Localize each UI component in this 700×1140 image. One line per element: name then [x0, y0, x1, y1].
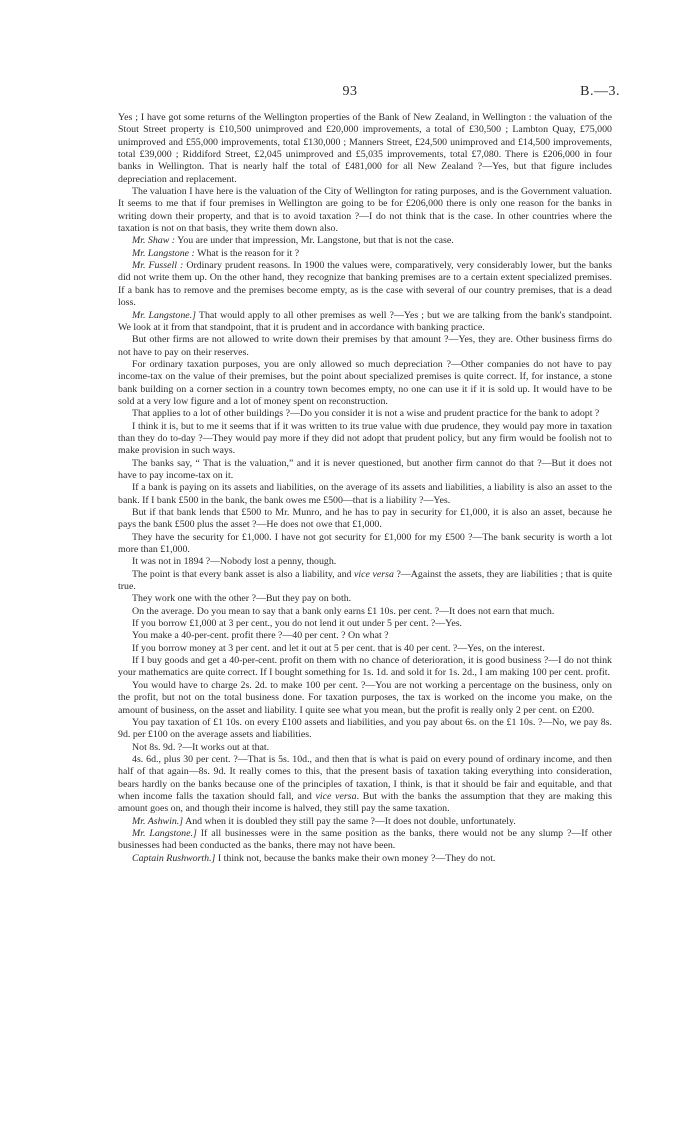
paragraph: You make a 40-per-cent. profit there ?—40 per cent. ? On what ?	[132, 630, 389, 642]
paragraph: If you borrow money at 3 per cent. and let it out at 5 per cent. that is 40 per cent. ?—Yes, on the interest.	[132, 642, 545, 654]
paragraph: They work one with the other ?—But they pay on both.	[132, 593, 352, 605]
paragraph: That applies to a lot of other buildings ?—Do you consider it is not a wise and prudent practice for the bank to adopt ?	[132, 408, 600, 420]
speaker-name: Mr. Fussell :	[132, 260, 184, 272]
paragraph: They have the security for £1,000. I have not got security for £1,000 for my £500 ?—The bank security is worth a lot more than £1,000.	[118, 531, 612, 556]
paragraph: You would have to charge 2s. 2d. to make 100 per cent. ?—You are not working a percentage on the business, only on the profit, but not on the total business done. For taxation purposes, the tax is worked on the income you make, on the amount of business, on the asset and liability. I quite see what you mean, but the profit is really only 2 per cent. on £200.	[118, 679, 612, 716]
paragraph: But other firms are not allowed to write down their premises by that amount ?—Yes, they are. Other business firms do not have to pay on their reserves.	[118, 334, 612, 358]
paragraph: Mr. Langstone : What is the reason for it ?	[132, 247, 300, 259]
paragraph: If you borrow £1,000 at 3 per cent., you do not lend it out under 5 per cent. ?—Yes.	[132, 618, 463, 630]
paragraph: It was not in 1894 ?—Nobody lost a penny, though.	[132, 556, 337, 568]
paragraph: Mr. Ashwin.] And when it is doubled they still pay the same ?—It does not double, unfortunately.	[132, 815, 516, 827]
paragraph: Yes ; I have got some returns of the Wellington properties of the Bank of New Zealand, in Wellington : the valuation of the Stout Street property is £10,500 unimproved and £20,000 improvements, a total of £30,500 ; Lambton Quay, £75,000 unimproved and £55,000 improvements, total £130,000 ; Manners Street, £24,500 unimproved and £14,500 improvements, total £39,000 ; Riddiford Street, £2,045 unimproved and £5,035 improvements, total £7,080. There is £206,000 in four banks in Wellington. That is nearly half the total of £481,000 for all New Zealand ?—Yes, but that figure includes depreciation and replacement.	[118, 112, 612, 185]
paragraph: Mr. Langstone.] That would apply to all other premises as well ?—Yes ; but we are talking from the bank's standpoint. We look at it from that standpoint, that it is prudent and in accordance with banking practice.	[118, 309, 612, 333]
paragraph: But if that bank lends that £500 to Mr. Munro, and he has to pay in security for £1,000, it is also an asset, because he pays the bank £500 plus the asset ?—He does not owe that £1,000.	[118, 507, 612, 531]
paragraph: The valuation I have here is the valuation of the City of Wellington for rating purposes, and is the Government valuation. It seems to me that if four premises in Wellington are going to be for £206,000 there is only one reason for the banks in writing down their property, and that is to avoid taxation ?—I do not think that is the case. In other countries where the taxation is not on that basis, they write them down also.	[118, 186, 612, 235]
paragraph: The banks say, “ That is the valuation,” and it is never questioned, but another firm cannot do that ?—But it does not have to pay income-tax on it.	[118, 457, 612, 481]
paragraph: 4s. 6d., plus 30 per cent. ?—That is 5s. 10d., and then that is what is paid on every pound of ordinary income, and then half of that again—8s. 9d. It really comes to this, that the present basis of taxation taking everything into consideration, bears hardly on the banks because one of the principles of taxation, I think, is that it should be fair and equitable, and that when income falls the taxation should fall, and vice versa. But with the banks the assumption that they are making this amount goes on, and though their income is halved, they still pay the same taxation.	[118, 753, 612, 815]
speaker-name: Mr. Shaw :	[132, 235, 176, 247]
paragraph: I think it is, but to me it seems that if it was written to its true value with due prudence, they would pay more in taxation than they do to-day ?—They would pay more if they did not adopt that prudent policy, but any firm would be foolish not to make provision in such ways.	[118, 420, 612, 457]
document-reference: B.—3.	[580, 84, 620, 99]
paragraph: If I buy goods and get a 40-per-cent. profit on them with no chance of deterioration, it is good business ?—I do not think your mathematics are quite correct. If I bought something for 1s. 1d. and sold it for 1s. 2d., I am making 100 per cent. profit.	[118, 655, 612, 679]
paragraph: On the average. Do you mean to say that a bank only earns £1 10s. per cent. ?—It does not earn that much.	[132, 605, 555, 617]
body-text	[118, 112, 612, 865]
paragraph: Mr. Shaw : You are under that impression, Mr. Langstone, but that is not the case.	[132, 235, 454, 247]
paragraph: If a bank is paying on its assets and liabilities, on the average of its assets and liabilities, a liability is also an asset to the bank. If I bank £500 in the bank, the bank owes me £500—that is a liability ?—Yes.	[118, 482, 612, 506]
paragraph: Captain Rushworth.] I think not, because the banks make their own money ?—They do not.	[132, 852, 496, 864]
paragraph: You pay taxation of £1 10s. on every £100 assets and liabilities, and you pay about 6s. on the £1 10s. ?—No, we pay 8s. 9d. per £100 on the average assets and liabilities.	[118, 716, 612, 741]
paragraph: For ordinary taxation purposes, you are only allowed so much depreciation ?—Other companies do not have to pay income-tax on the value of their premises, but the point about specialized premises is quite correct. If, for instance, a stone bank building on a corner section in a country town becomes empty, no one can use it if it is sold up. It would have to be sold at a very low figure and a lot of money spent on reconstruction.	[118, 358, 612, 407]
paragraph: The point is that every bank asset is also a liability, and vice versa ?—Against the assets, they are liabilities ; that is quite true.	[118, 568, 612, 593]
speaker-name: Mr. Langstone.]	[132, 309, 196, 321]
paragraph: Mr. Fussell : Ordinary prudent reasons. In 1900 the values were, comparatively, very considerably lower, but the banks did not write them up. On the other hand, they recognize that banking premises are to a certain extent specialized premises. If a bank has to remove and the premises become empty, as is the case with several of our country premises, that is a dead loss.	[118, 260, 612, 309]
paragraph: Not 8s. 9d. ?—It works out at that.	[132, 741, 270, 753]
speaker-name: Mr. Langstone.]	[132, 827, 197, 839]
speaker-name: Mr. Langstone :	[132, 247, 195, 259]
paragraph: Mr. Langstone.] If all businesses were in the same position as the banks, there would not be any slump ?—If other businesses had been conducted as the banks, there may not have been.	[118, 827, 613, 852]
speaker-name: Mr. Ashwin.]	[132, 815, 184, 827]
speaker-name: Captain Rushworth.]	[132, 852, 216, 864]
page-number: 93	[342, 84, 358, 99]
